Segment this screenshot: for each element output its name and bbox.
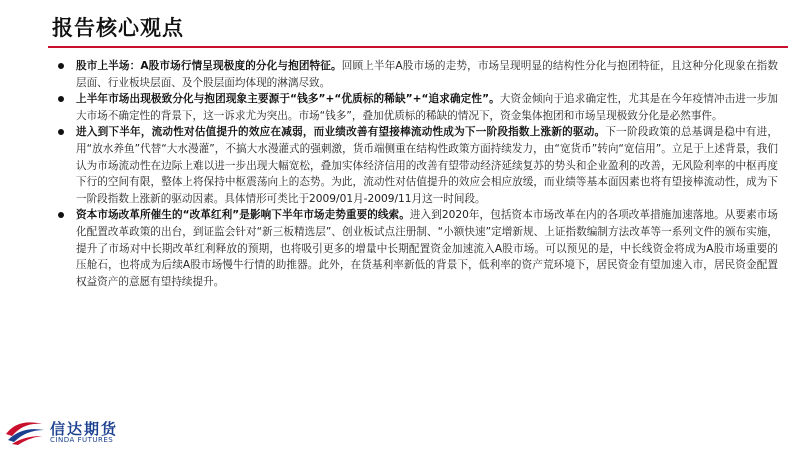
bullet-icon xyxy=(58,129,64,135)
page-title: 报告核心观点 xyxy=(52,16,184,40)
key-point-4 xyxy=(56,207,778,290)
logo-name-cn: 信达期货 xyxy=(50,420,119,438)
bullet-icon xyxy=(58,212,64,218)
cinda-futures-logo xyxy=(4,416,154,446)
key-points-list xyxy=(56,58,778,290)
key-point-4-headline: 资本市场改革所催生的“改革红利”是影响下半年市场走势重要的线索。 xyxy=(76,209,410,222)
key-point-4-body: 进入到2020年，包括资本市场改革在内的各项改革措施加速落地。从要素市场化配置改革政策的出台，到证监会针对“新三板精选层”、创业板试点注册制、“小额快速”定增新规、上证指数编制方法改革等一系列文件的颁布实施，提升了市场对中长期改革红利释放的预期，也将吸引更多的增量中长期配置资金加速流入A股市场。可以预见的是，中长线资金将成为A股市场重要的压舱石，也将成为后续A股市场慢牛行情的助推器。此外，在货基利率新低的背景下，低利率的资产荒环境下，居民资金有望加速入市，居民资金配置权益资产的意愿有望持续提升。 xyxy=(76,209,778,288)
key-point-1-body: 回顾上半年A股市场的走势，市场呈现明显的结构性分化与抱团特征，且这种分化现象在指数层面、行业板块层面、及个股层面均体现的淋漓尽致。 xyxy=(76,60,778,89)
key-point-2 xyxy=(56,91,778,124)
key-point-2-body: 大资金倾向于追求确定性，尤其是在今年疫情冲击进一步加大市场不确定性的背景下，这一诉求尤为突出。市场“钱多”，叠加优质标的稀缺的情况下，资金集体抱团和市场呈现极致分化是必然事件。 xyxy=(76,93,778,122)
key-point-1 xyxy=(56,58,778,91)
cinda-logo-mark-icon xyxy=(4,416,46,446)
key-point-3-body: 下一阶段政策的总基调是稳中有进，用“放水养鱼”代替“大水漫灌”，不搞大水漫灌式的强刺激，货币端侧重在结构性政策方面持续发力，由“宽货币”转向“宽信用”。立足于上述背景，我们认为市场流动性在边际上难以进一步出现大幅宽松，叠加实体经济信用的改善有望带动经济延续复苏的势头和企业盈利的改善，无风险利率的中枢再度下行的空间有限，整体上将保持中枢震荡向上的态势。为此，流动性对估值提升的效应会相应放缓，而业绩等基本面因素也将有望接棒流动性，成为下一阶段指数上涨新的驱动因素。具体情形可类比于2009/01月-2009/11月这一时间段。 xyxy=(76,126,778,205)
logo-name-en: CINDA FUTURES xyxy=(50,436,114,444)
key-point-3-headline: 进入到下半年，流动性对估值提升的效应在减弱，而业绩改善有望接棒流动性成为下一阶段指数上涨新的驱动。 xyxy=(76,126,606,139)
title-divider xyxy=(48,46,788,48)
key-point-3 xyxy=(56,124,778,207)
key-point-1-headline: 股市上半场：A股市场行情呈现极度的分化与抱团特征。 xyxy=(76,60,342,72)
key-point-2-headline: 上半年市场出现极致分化与抱团现象主要源于“钱多”+“优质标的稀缺”+“追求确定性”。 xyxy=(76,93,500,106)
bullet-icon xyxy=(58,63,64,69)
bullet-icon xyxy=(58,96,64,102)
